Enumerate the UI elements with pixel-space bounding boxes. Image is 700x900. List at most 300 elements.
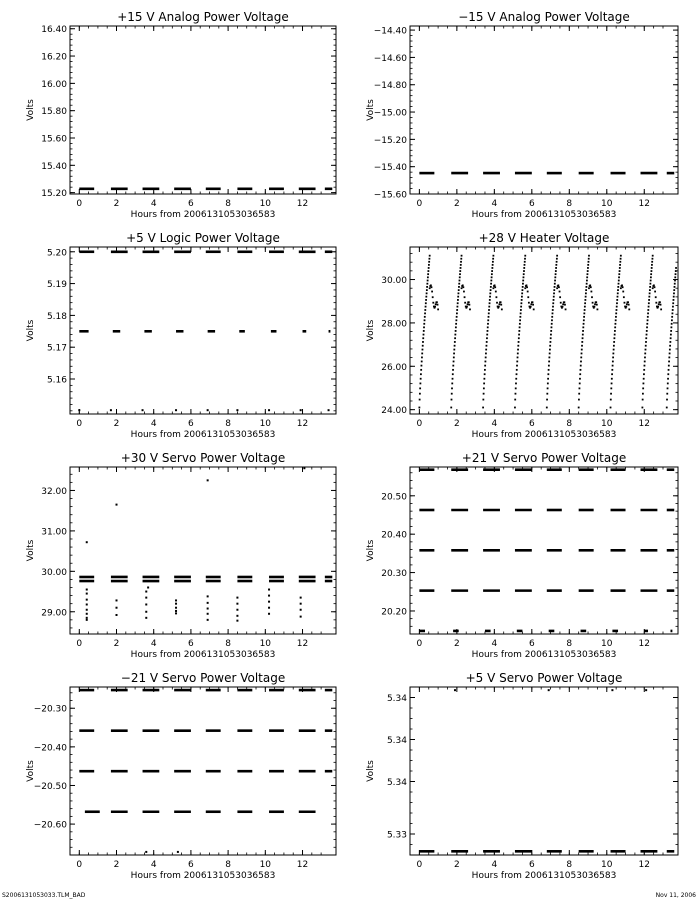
data-point	[651, 261, 653, 263]
data-point	[590, 291, 592, 293]
data-point	[466, 306, 468, 308]
data-point	[647, 312, 649, 314]
data-point	[520, 309, 522, 311]
x-tick-label: 4	[491, 199, 498, 209]
data-point	[675, 273, 677, 275]
data-point	[618, 283, 620, 285]
data-point	[620, 258, 622, 260]
data-point	[458, 289, 460, 291]
data-point	[549, 353, 551, 355]
data-point	[643, 378, 645, 380]
chart-panel	[26, 10, 336, 220]
data-point	[456, 312, 458, 314]
data-point	[494, 286, 496, 288]
data-point	[615, 316, 617, 318]
data-point	[520, 312, 522, 314]
data-point	[621, 284, 623, 286]
data-point	[649, 292, 651, 294]
data-point	[521, 299, 523, 301]
data-point	[588, 261, 590, 263]
data-point	[530, 306, 532, 308]
data-point	[644, 365, 646, 367]
data-point	[673, 292, 675, 294]
x-tick-label: 8	[566, 419, 573, 429]
x-tick-label: 8	[225, 419, 231, 429]
y-tick-label: 5.34	[386, 736, 407, 746]
data-point	[672, 306, 674, 308]
data-point	[483, 378, 485, 380]
x-axis-label: Hours from 2006131053036583	[130, 871, 276, 881]
data-point	[431, 286, 433, 288]
data-point	[328, 409, 330, 411]
x-tick-label: 8	[566, 639, 573, 649]
data-point	[516, 373, 518, 375]
data-point	[424, 312, 426, 314]
data-point	[673, 296, 675, 298]
data-point	[555, 273, 557, 275]
data-point	[651, 267, 653, 269]
x-axis-label: Hours from 2006131053036583	[471, 430, 617, 440]
plot-frame	[70, 687, 336, 855]
data-point	[420, 383, 422, 385]
data-point	[614, 334, 616, 336]
data-point	[530, 303, 532, 305]
data-point	[116, 599, 118, 601]
y-axis-label: Volts	[366, 319, 376, 342]
data-point	[421, 365, 423, 367]
data-point	[488, 309, 490, 311]
data-point	[594, 303, 596, 305]
y-tick-label: 5.18	[46, 311, 67, 322]
data-point	[236, 609, 238, 611]
x-tick-label: 4	[150, 639, 157, 649]
y-tick-label: 5.16	[46, 375, 67, 386]
data-point	[86, 593, 88, 595]
data-point	[520, 302, 522, 304]
data-point	[641, 407, 643, 409]
data-point	[551, 326, 553, 328]
data-point	[647, 316, 649, 318]
data-point	[620, 255, 622, 257]
data-point	[553, 299, 555, 301]
data-point	[590, 286, 592, 288]
chart-title: +21 V Servo Power Voltage	[461, 451, 627, 465]
data-point	[491, 267, 493, 269]
data-point	[552, 302, 554, 304]
data-point	[674, 283, 676, 285]
data-point	[426, 283, 428, 285]
data-point	[617, 292, 619, 294]
data-point	[175, 409, 177, 411]
data-point	[532, 301, 534, 303]
data-point	[457, 306, 459, 308]
data-point	[585, 292, 587, 294]
y-tick-label: 5.17	[46, 343, 67, 354]
data-point	[303, 467, 305, 469]
data-point	[642, 393, 644, 395]
data-point	[175, 612, 177, 614]
x-tick-label: 0	[416, 860, 423, 870]
data-point	[554, 280, 556, 282]
x-tick-label: 6	[528, 860, 535, 870]
data-point	[494, 284, 496, 286]
data-point	[670, 330, 672, 332]
data-point	[580, 365, 582, 367]
data-point	[145, 611, 147, 613]
data-point	[642, 399, 644, 401]
data-point	[488, 312, 490, 314]
data-point	[86, 541, 88, 543]
data-point	[455, 326, 457, 328]
data-point	[422, 341, 424, 343]
data-point	[523, 276, 525, 278]
data-point	[207, 602, 209, 604]
data-point	[427, 280, 429, 282]
data-point	[587, 273, 589, 275]
y-tick-label: 5.34	[386, 778, 407, 788]
x-tick-label: 10	[601, 199, 613, 209]
data-point	[610, 399, 612, 401]
data-point	[559, 291, 561, 293]
data-point	[86, 599, 88, 601]
data-point	[453, 349, 455, 351]
data-point	[623, 296, 625, 298]
data-point	[459, 273, 461, 275]
x-tick-label: 0	[416, 639, 423, 649]
data-point	[526, 286, 528, 288]
data-point	[672, 312, 674, 314]
y-tick-label: 5.20	[46, 248, 67, 259]
data-point	[548, 369, 550, 371]
data-point	[619, 270, 621, 272]
data-point	[460, 267, 462, 269]
data-point	[528, 302, 530, 304]
data-point	[420, 369, 422, 371]
x-tick-label: 12	[296, 860, 309, 870]
data-point	[110, 409, 112, 411]
data-point	[581, 349, 583, 351]
data-point	[644, 357, 646, 359]
y-tick-label: 20.30	[381, 569, 407, 580]
data-point	[459, 276, 461, 278]
data-point	[610, 393, 612, 395]
y-tick-label: 5.34	[386, 694, 407, 704]
data-point	[453, 353, 455, 355]
data-point	[268, 589, 270, 591]
data-point	[548, 357, 550, 359]
data-point	[612, 357, 614, 359]
y-tick-label: 26.00	[381, 362, 407, 373]
data-point	[650, 273, 652, 275]
data-point	[562, 303, 564, 305]
data-point	[116, 504, 118, 506]
data-point	[658, 303, 660, 305]
data-point	[490, 283, 492, 285]
data-point	[496, 302, 498, 304]
data-point	[485, 357, 487, 359]
data-point	[587, 267, 589, 269]
data-point	[669, 349, 671, 351]
data-point	[434, 306, 436, 308]
chart-title: +15 V Analog Power Voltage	[117, 10, 289, 24]
data-point	[519, 316, 521, 318]
data-point	[458, 292, 460, 294]
data-point	[674, 280, 676, 282]
data-point	[618, 276, 620, 278]
data-point	[430, 284, 432, 286]
x-tick-label: 4	[491, 639, 498, 649]
data-point	[457, 296, 459, 298]
data-point	[459, 270, 461, 272]
data-point	[425, 306, 427, 308]
data-point	[586, 283, 588, 285]
data-point	[588, 255, 590, 257]
data-point	[485, 349, 487, 351]
x-tick-label: 12	[638, 419, 650, 429]
data-point	[585, 289, 587, 291]
data-point	[482, 399, 484, 401]
data-point	[667, 373, 669, 375]
data-point	[613, 345, 615, 347]
data-point	[516, 361, 518, 363]
data-point	[116, 607, 118, 609]
data-point	[432, 296, 434, 298]
data-point	[546, 407, 548, 409]
x-tick-label: 4	[150, 860, 157, 870]
data-point	[523, 267, 525, 269]
data-point	[674, 276, 676, 278]
x-tick-label: 8	[566, 199, 573, 209]
data-point	[421, 361, 423, 363]
data-point	[437, 304, 439, 306]
chart-panel	[26, 671, 336, 881]
y-axis-label: Volts	[366, 760, 376, 782]
data-point	[582, 330, 584, 332]
data-point	[464, 302, 466, 304]
x-tick-label: 0	[76, 419, 83, 429]
data-point	[527, 296, 529, 298]
data-point	[592, 302, 594, 304]
data-point	[523, 270, 525, 272]
data-point	[651, 270, 653, 272]
data-point	[645, 341, 647, 343]
data-point	[427, 270, 429, 272]
data-point	[547, 373, 549, 375]
y-tick-label: 15.80	[41, 107, 67, 118]
data-point	[429, 287, 431, 289]
data-point	[670, 337, 672, 339]
data-point	[669, 345, 671, 347]
data-point	[643, 369, 645, 371]
data-point	[482, 407, 484, 409]
data-point	[523, 273, 525, 275]
y-axis-label: Volts	[26, 99, 36, 121]
data-point	[452, 373, 454, 375]
x-tick-label: 2	[453, 199, 460, 209]
y-tick-label: −15.40	[373, 163, 407, 174]
data-point	[579, 383, 581, 385]
data-point	[425, 296, 427, 298]
data-point	[452, 378, 454, 380]
x-axis-label: Hours from 2006131053036583	[130, 650, 276, 660]
y-tick-label: 15.20	[41, 189, 67, 200]
data-point	[455, 323, 457, 325]
data-point	[578, 399, 580, 401]
data-point	[419, 399, 421, 401]
chart-title: −21 V Servo Power Voltage	[120, 671, 286, 685]
data-point	[499, 303, 501, 305]
data-point	[524, 258, 526, 260]
data-point	[547, 387, 549, 389]
data-point	[427, 273, 429, 275]
data-point	[645, 349, 647, 351]
data-point	[556, 255, 558, 257]
data-point	[654, 291, 656, 293]
data-point	[660, 304, 662, 306]
data-point	[671, 323, 673, 325]
data-point	[451, 399, 453, 401]
data-point	[648, 299, 650, 301]
data-point	[626, 303, 628, 305]
data-point	[437, 308, 439, 310]
data-point	[501, 308, 503, 310]
data-point	[552, 312, 554, 314]
x-tick-label: 12	[296, 639, 309, 649]
data-point	[556, 261, 558, 263]
data-point	[584, 306, 586, 308]
data-point	[580, 361, 582, 363]
data-point	[647, 319, 649, 321]
data-point	[268, 613, 270, 615]
x-tick-label: 8	[225, 860, 231, 870]
data-point	[425, 302, 427, 304]
data-point	[116, 614, 118, 616]
data-point	[488, 306, 490, 308]
data-point	[489, 299, 491, 301]
data-point	[175, 599, 177, 601]
data-point	[611, 383, 613, 385]
x-axis-label: Hours from 2006131053036583	[471, 871, 617, 881]
data-point	[532, 304, 534, 306]
data-point	[300, 409, 302, 411]
data-point	[492, 255, 494, 257]
data-point	[486, 345, 488, 347]
data-point	[420, 373, 422, 375]
data-point	[436, 301, 438, 303]
data-point	[426, 289, 428, 291]
y-tick-label: 15.60	[41, 134, 67, 145]
data-point	[589, 284, 591, 286]
data-point	[560, 302, 562, 304]
data-point	[614, 330, 616, 332]
x-tick-label: 2	[453, 639, 460, 649]
x-tick-label: 10	[259, 860, 272, 870]
data-point	[145, 851, 147, 853]
data-point	[616, 302, 618, 304]
data-point	[522, 280, 524, 282]
data-point	[524, 255, 526, 257]
data-point	[547, 378, 549, 380]
data-point	[492, 261, 494, 263]
data-point	[650, 280, 652, 282]
data-point	[554, 283, 556, 285]
data-point	[651, 264, 653, 266]
data-point	[548, 689, 550, 691]
x-tick-label: 4	[491, 860, 498, 870]
x-tick-label: 10	[601, 860, 613, 870]
data-point	[518, 330, 520, 332]
data-point	[424, 309, 426, 311]
data-point	[588, 287, 590, 289]
data-point	[617, 289, 619, 291]
data-point	[675, 267, 677, 269]
data-point	[486, 341, 488, 343]
y-tick-label: −14.40	[373, 26, 407, 37]
data-point	[550, 334, 552, 336]
data-point	[491, 273, 493, 275]
data-point	[659, 301, 661, 303]
data-point	[423, 330, 425, 332]
data-point	[524, 287, 526, 289]
data-point	[460, 261, 462, 263]
data-point	[422, 349, 424, 351]
data-point	[519, 323, 521, 325]
data-point	[644, 353, 646, 355]
data-point	[522, 289, 524, 291]
data-point	[648, 306, 650, 308]
chart-panel	[26, 451, 336, 660]
chart-title: −15 V Analog Power Voltage	[458, 10, 630, 24]
data-point	[580, 369, 582, 371]
data-point	[625, 306, 627, 308]
x-tick-label: 6	[188, 860, 194, 870]
data-point	[86, 589, 88, 591]
y-tick-label: 5.33	[386, 830, 407, 841]
data-point	[489, 296, 491, 298]
x-tick-label: 12	[638, 639, 650, 649]
data-point	[649, 283, 651, 285]
chart-title: +28 V Heater Voltage	[478, 231, 610, 245]
data-point	[423, 326, 425, 328]
data-point	[550, 330, 552, 332]
data-point	[643, 373, 645, 375]
data-point	[454, 334, 456, 336]
data-point	[645, 337, 647, 339]
data-point	[578, 407, 580, 409]
x-tick-label: 2	[453, 419, 460, 429]
data-point	[546, 399, 548, 401]
data-point	[553, 292, 555, 294]
data-point	[452, 369, 454, 371]
data-point	[207, 619, 209, 621]
x-tick-label: 4	[491, 419, 498, 429]
data-point	[667, 378, 669, 380]
data-point	[175, 610, 177, 612]
data-point	[462, 284, 464, 286]
data-point	[613, 337, 615, 339]
x-tick-label: 2	[113, 860, 120, 870]
data-point	[516, 369, 518, 371]
data-point	[492, 264, 494, 266]
data-point	[673, 299, 675, 301]
data-point	[450, 407, 452, 409]
data-point	[424, 319, 426, 321]
data-point	[645, 689, 647, 691]
data-point	[652, 258, 654, 260]
y-tick-label: 20.20	[381, 607, 407, 618]
data-point	[550, 337, 552, 339]
data-point	[427, 276, 429, 278]
